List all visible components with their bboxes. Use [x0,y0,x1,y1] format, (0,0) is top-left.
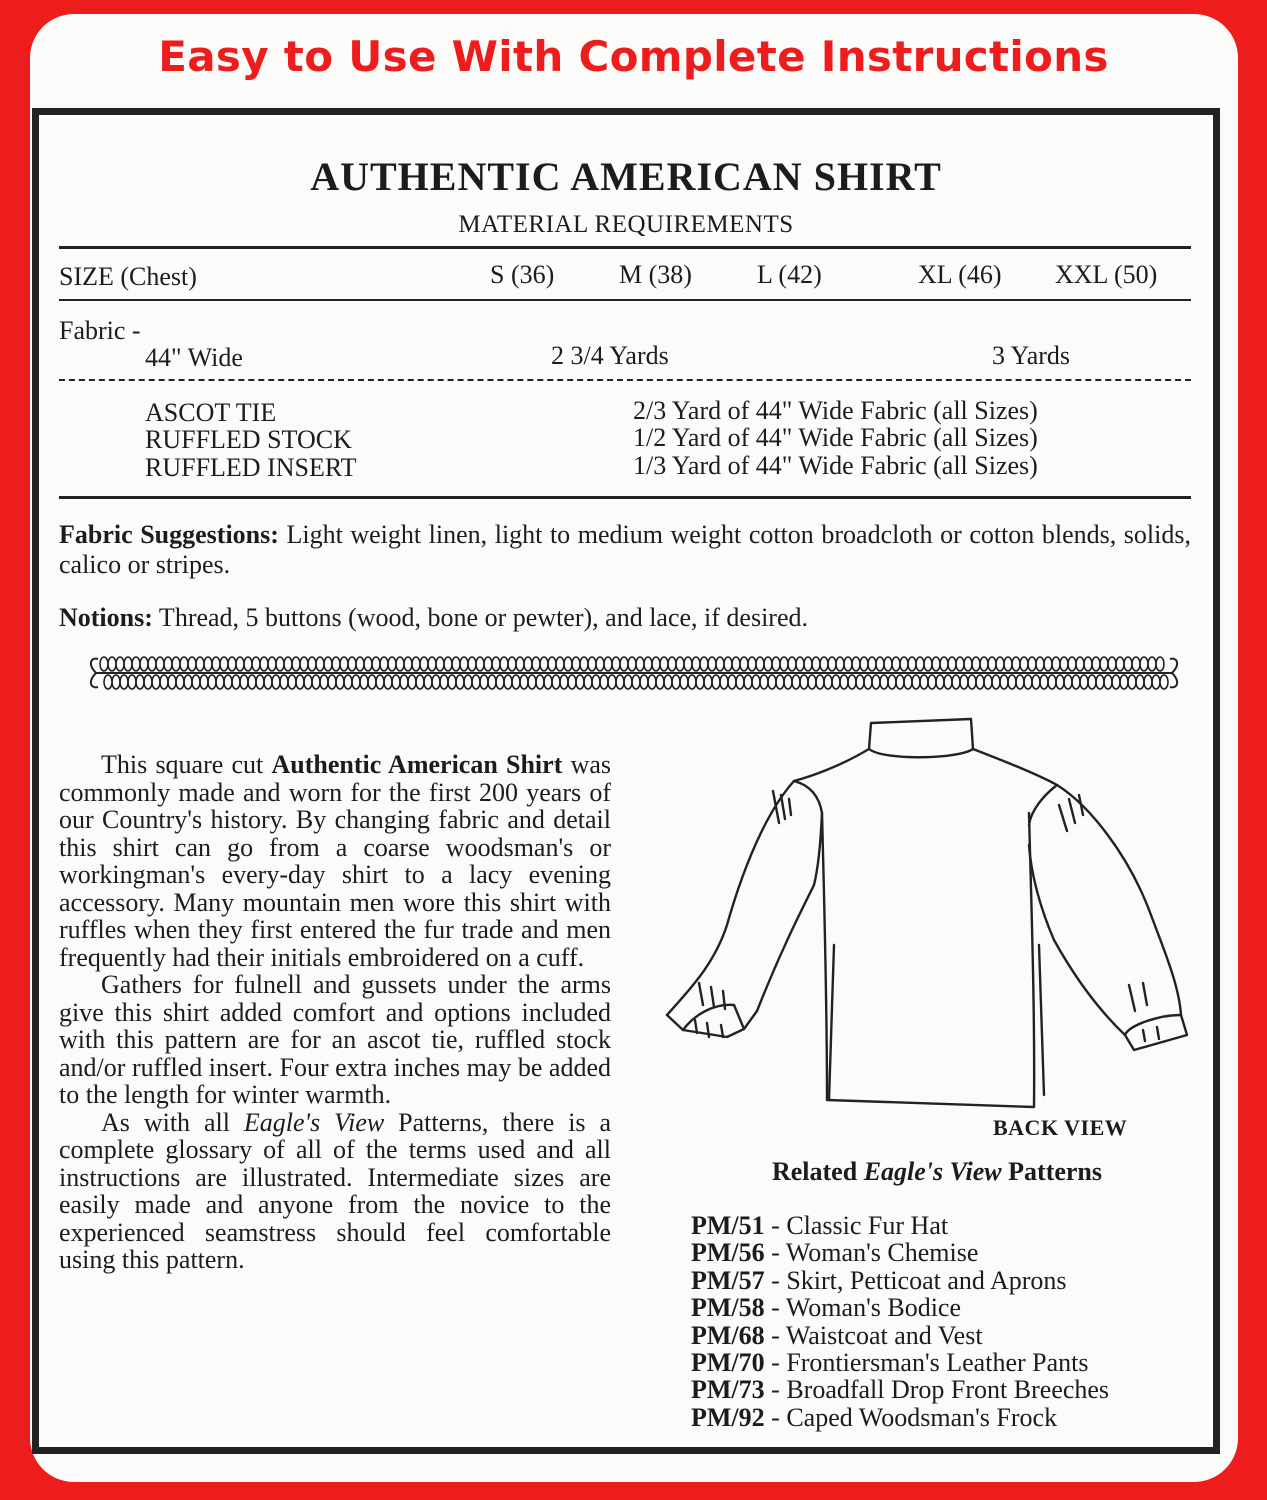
text-run-italic: Eagle's View [863,1157,1002,1186]
pattern-code: PM/68 [691,1320,765,1350]
headline: Easy to Use With Complete Instructions [158,32,1109,81]
pattern-info-box [32,108,1220,1454]
notions-text: Thread, 5 buttons (wood, bone or pewter), and lace, if desired. [152,603,808,632]
list-item [691,1294,1109,1321]
text-run: Patterns, there is a complete glossary of all of the terms used and all instructions are illustrated. Intermediate sizes are easily made and anyone from the novice to the experienced seamstress should feel comfortable using this pattern. [59,1107,612,1274]
list-item [691,1239,1109,1266]
pattern-name: - Waistcoat and Vest [764,1320,983,1350]
pattern-description [59,751,611,1274]
fabric-yards-small: 2 3/4 Yards [551,341,669,370]
option-amount: 2/3 Yard of 44" Wide Fabric (all Sizes) [633,396,1038,425]
illustration-caption: BACK VIEW [993,1115,1128,1140]
section-subtitle: MATERIAL REQUIREMENTS [458,211,794,238]
text-run: was commonly made and worn for the first 200 years of our Country's history. By changing fabric and detail this shirt can go from a coarse woodsman's or workingman's every-day shirt to a lacy evening accessory. Many mountain men wore this shirt with ruffles when they first entered the fur trade and men frequently had their initials embroidered on a cuff. [59,750,612,972]
list-item [691,1267,1109,1294]
option-name: RUFFLED STOCK [145,425,352,454]
dashed-divider [59,379,1191,381]
notions [59,603,1191,633]
option-name: ASCOT TIE [145,398,277,427]
notions-label: Notions: [59,603,153,632]
pattern-code: PM/73 [691,1375,765,1405]
pattern-code: PM/58 [691,1293,765,1323]
page-title: AUTHENTIC AMERICAN SHIRT [310,154,942,199]
fabric-yards-large: 3 Yards [992,341,1071,370]
text-run: This square cut [101,750,272,779]
fabric-suggestions-label: Fabric Suggestions: [59,520,279,549]
pattern-name: - Caped Woodsman's Frock [764,1402,1058,1432]
pattern-name: - Woman's Chemise [764,1238,979,1268]
description-paragraph: Gathers for fulnell and gussets under the arms give this shirt added comfort and options included with this pattern are for an ascot tie, ruffled stock and/or ruffled insert. Four extra inches may be added to the length for winter warmth. [59,970,611,1109]
size-s: S (36) [490,260,555,289]
divider [59,496,1191,499]
size-m: M (38) [619,260,692,289]
list-item [691,1349,1109,1376]
fabric-width: 44" Wide [145,343,243,372]
text-run: As with all [101,1107,244,1137]
fabric-label: Fabric - [59,316,141,345]
pattern-code: PM/56 [691,1238,765,1268]
related-patterns-list [691,1212,1109,1431]
pattern-name: - Frontiersman's Leather Pants [764,1348,1089,1378]
pattern-name: - Woman's Bodice [764,1293,962,1323]
list-item [691,1322,1109,1349]
list-item [691,1404,1109,1431]
pattern-code: PM/92 [691,1402,765,1432]
pattern-name: - Skirt, Petticoat and Aprons [764,1265,1067,1295]
option-name: RUFFLED INSERT [145,453,357,482]
pattern-name: - Broadfall Drop Front Breeches [764,1375,1110,1405]
list-item [691,1212,1109,1239]
pattern-code: PM/51 [691,1211,765,1240]
pattern-name: - Classic Fur Hat [764,1211,949,1240]
option-amount: 1/3 Yard of 44" Wide Fabric (all Sizes) [633,451,1038,480]
description-paragraph [59,751,611,971]
fabric-suggestions [59,520,1191,580]
shirt-back-view-illustration [659,715,1199,1115]
text-run-italic: Eagle's View [243,1107,385,1137]
divider [59,246,1191,249]
text-run-bold: Authentic American Shirt [271,750,563,779]
description-paragraph [59,1109,611,1274]
size-l: L (42) [757,260,822,289]
text-run: Related [771,1157,864,1186]
related-patterns-title [687,1157,1187,1187]
option-amount: 1/2 Yard of 44" Wide Fabric (all Sizes) [633,423,1038,452]
list-item [691,1376,1109,1403]
decorative-scroll-border [84,643,1184,703]
text-run: Patterns [1001,1157,1103,1186]
size-xxl: XXL (50) [1055,260,1158,289]
divider [59,299,1191,301]
pattern-code: PM/57 [691,1265,765,1295]
fabric-suggestions-text: Light weight linen, light to medium weight cotton broadcloth or cotton blends, solids, calico or stripes. [59,520,1191,579]
pattern-code: PM/70 [691,1348,765,1378]
size-label: SIZE (Chest) [59,262,197,291]
size-xl: XL (46) [918,260,1002,289]
